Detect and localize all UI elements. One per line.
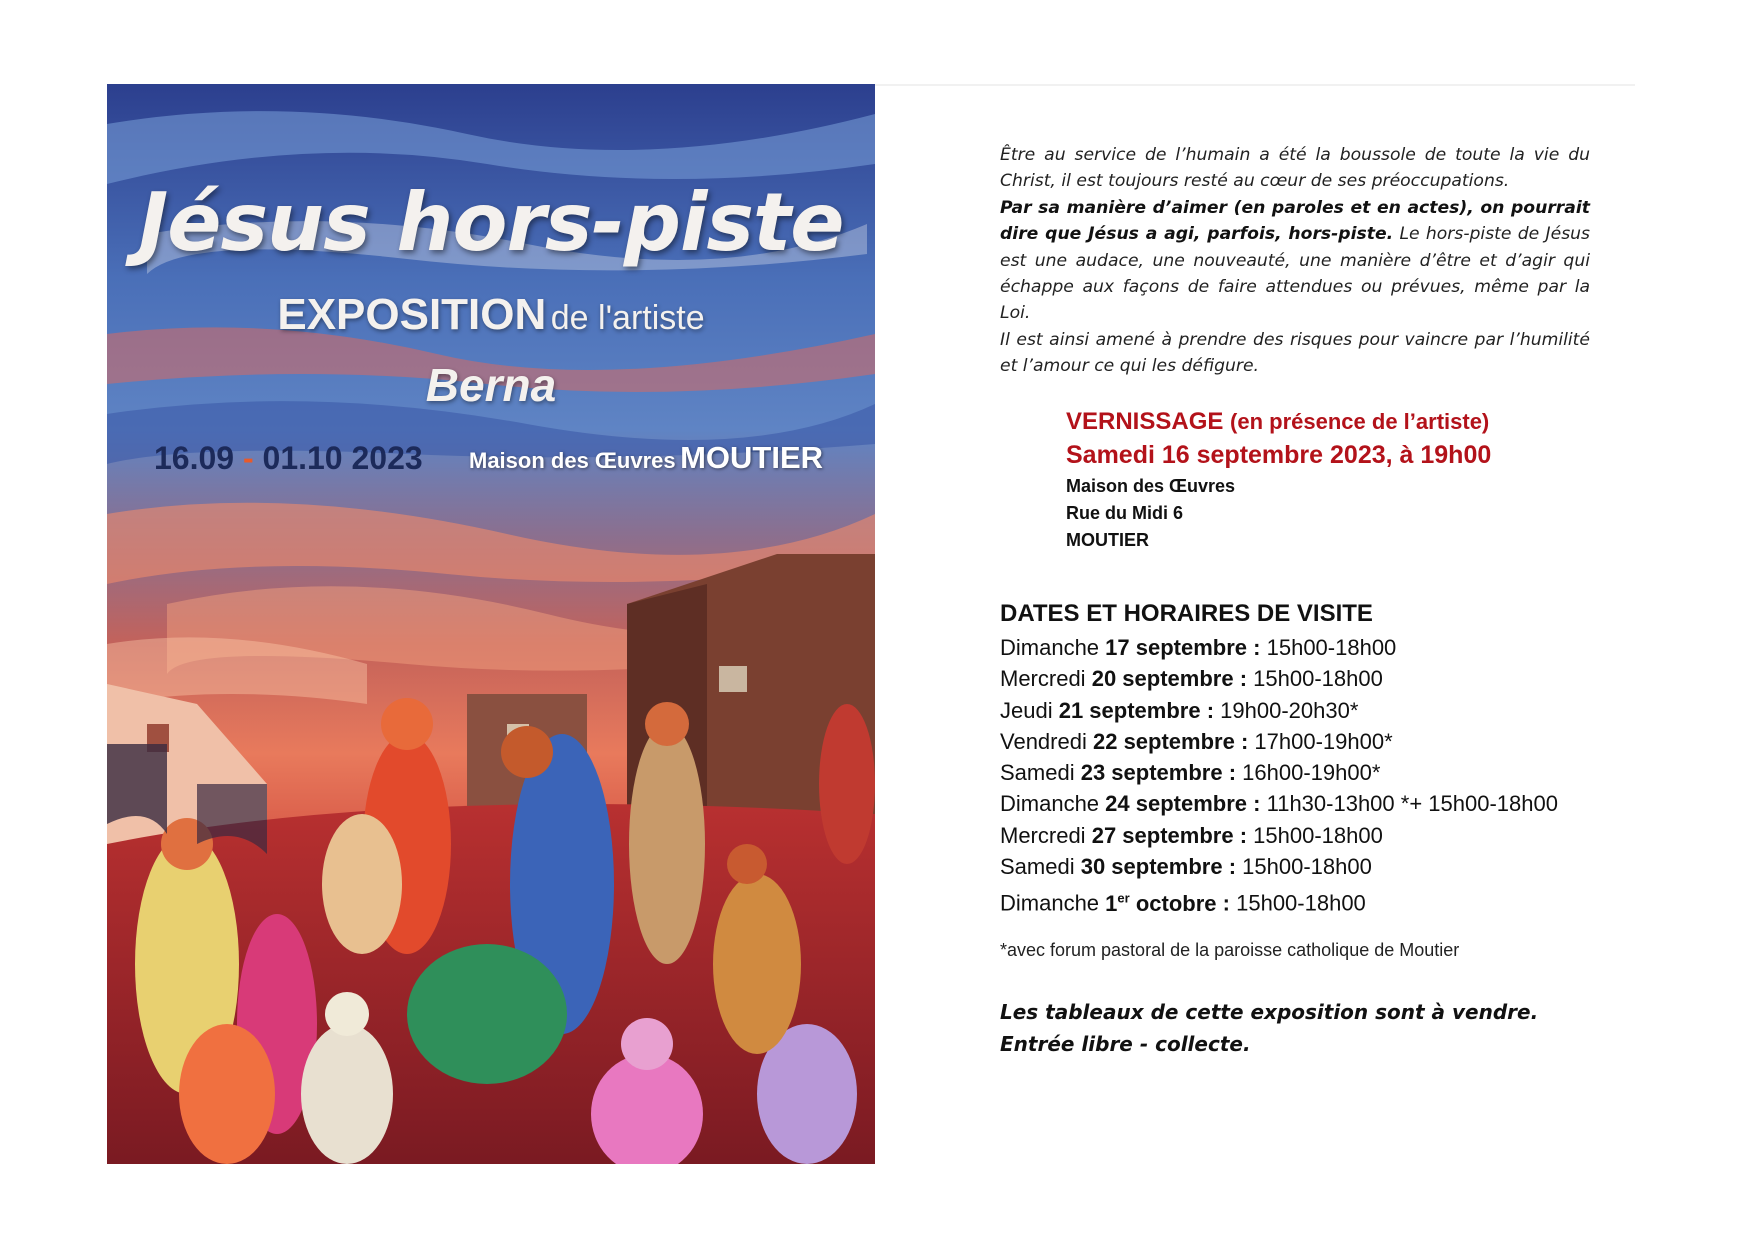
vernissage-address-3: MOUTIER xyxy=(1066,530,1149,550)
poster-date-end: 01.10 2023 xyxy=(262,440,423,476)
vernissage-address-2: Rue du Midi 6 xyxy=(1066,503,1183,523)
intro-paragraph xyxy=(1000,142,1590,380)
schedule-date: 22 septembre xyxy=(1092,728,1235,754)
schedule-time: 19h00-20h30* xyxy=(1220,697,1359,723)
poster-exposition xyxy=(107,290,875,340)
schedule-row: Samedi 23 septembre : 16h00-19h00* xyxy=(1000,760,1381,786)
schedule-time: 16h00-19h00* xyxy=(1242,760,1381,786)
schedule-day: Dimanche xyxy=(1000,890,1100,916)
vernissage-title: VERNISSAGE xyxy=(1066,408,1224,435)
poster-date-start: 16.09 xyxy=(154,440,235,476)
schedule-day: Mercredi xyxy=(1000,666,1086,692)
schedule-date: 20 septembre xyxy=(1091,666,1234,692)
vernissage-title-note: (en présence de l’artiste) xyxy=(1230,409,1490,434)
vernissage-block xyxy=(1066,405,1626,554)
sale-line-2: Entrée libre - collecte. xyxy=(1000,1032,1251,1056)
schedule-day: Dimanche xyxy=(1000,635,1100,660)
intro-block xyxy=(1000,142,1590,380)
schedule-row: Vendredi 22 septembre : 17h00-19h00* xyxy=(1000,728,1393,754)
exhibition-poster xyxy=(107,84,875,1164)
schedule-date: 30 septembre xyxy=(1080,854,1223,880)
schedule-day: Jeudi xyxy=(1000,697,1053,723)
forum-note: *avec forum pastoral de la paroisse catholique de Moutier xyxy=(1000,940,1460,960)
schedule-date: 24 septembre xyxy=(1105,791,1248,817)
poster-venue xyxy=(469,440,823,476)
schedule-time: 15h00-18h00 xyxy=(1253,822,1383,848)
intro-bold: Par sa manière d’aimer (en paroles et en actes), on pourrait dire que Jésus a agi, parfois, hors-piste. xyxy=(1000,197,1590,245)
schedule-time: 15h00-18h00 xyxy=(1253,666,1383,692)
schedule-date-sup: er xyxy=(1117,890,1130,906)
schedule-date: 21 septembre xyxy=(1058,697,1201,723)
schedule-heading: DATES ET HORAIRES DE VISITE xyxy=(1000,600,1373,627)
schedule-row: Dimanche 24 septembre : 11h30-13h00 *+ 15h00-18h00 xyxy=(1000,791,1558,817)
poster-exposition-main: EXPOSITION xyxy=(277,290,547,339)
schedule-time: 15h00-18h00 xyxy=(1266,635,1397,660)
schedule-time: 17h00-19h00* xyxy=(1254,728,1393,754)
intro-line1: Être au service de l’humain a été la boussole de toute la vie du Christ, il est toujours resté au cœur de ses préoccupations. xyxy=(1000,145,1590,192)
poster-title: Jésus hors-piste xyxy=(138,176,844,269)
poster-artist: Berna xyxy=(425,359,557,411)
schedule-date xyxy=(1105,891,1216,916)
schedule-row: Mercredi 27 septembre : 15h00-18h00 xyxy=(1000,822,1383,848)
page-top-rule xyxy=(875,84,1635,86)
poster-venue-small: Maison des Œuvres xyxy=(469,448,676,473)
schedule-day: Samedi xyxy=(1000,854,1075,880)
poster-venue-big: MOUTIER xyxy=(680,440,824,475)
intro-rest: Le hors-piste de Jésus est une audace, une nouveauté, une manière d’être et d’agir qui échappe aux façons de faire attendues ou prévues, même par la Loi. xyxy=(1000,224,1590,324)
vernissage-title-line xyxy=(1066,405,1626,438)
schedule-row: Mercredi 20 septembre : 15h00-18h00 xyxy=(1000,666,1383,692)
schedule-day: Mercredi xyxy=(1000,822,1086,848)
schedule-date-month: octobre xyxy=(1135,890,1217,916)
schedule-row: Jeudi 21 septembre : 19h00-20h30* xyxy=(1000,697,1359,723)
schedule-time: 15h00-18h00 xyxy=(1242,854,1372,880)
schedule-row: Dimanche 1er octobre : 15h00-18h00 xyxy=(1000,890,1366,916)
schedule-date: 23 septembre xyxy=(1080,760,1223,786)
schedule-date: 17 septembre xyxy=(1105,635,1248,660)
schedule-row: Samedi 30 septembre : 15h00-18h00 xyxy=(1000,854,1372,880)
schedule-date-num: 1 xyxy=(1105,890,1118,916)
schedule-date: 27 septembre xyxy=(1091,822,1234,848)
schedule-day: Samedi xyxy=(1000,760,1075,786)
vernissage-address-1: Maison des Œuvres xyxy=(1066,476,1236,496)
schedule-day: Dimanche xyxy=(1000,791,1100,817)
poster-dates xyxy=(154,440,423,477)
sale-block xyxy=(1000,996,1538,1060)
schedule-day: Vendredi xyxy=(1000,728,1087,754)
schedule-row: Dimanche 17 septembre : 15h00-18h00 xyxy=(1000,635,1397,660)
sale-line-1: Les tableaux de cette exposition sont à vendre. xyxy=(1000,1000,1539,1024)
poster-exposition-rest: de l'artiste xyxy=(550,299,705,337)
vernissage-date: Samedi 16 septembre 2023, à 19h00 xyxy=(1066,441,1492,469)
poster-date-sep: - xyxy=(242,440,254,476)
schedule-block xyxy=(1000,600,1620,919)
intro-line3: Il est ainsi amené à prendre des risques pour vaincre par l’humilité et l’amour ce qui les défigure. xyxy=(1000,329,1590,377)
schedule-time: 15h00-18h00 xyxy=(1236,890,1366,916)
schedule-time: 11h30-13h00 *+ 15h00-18h00 xyxy=(1266,791,1558,817)
